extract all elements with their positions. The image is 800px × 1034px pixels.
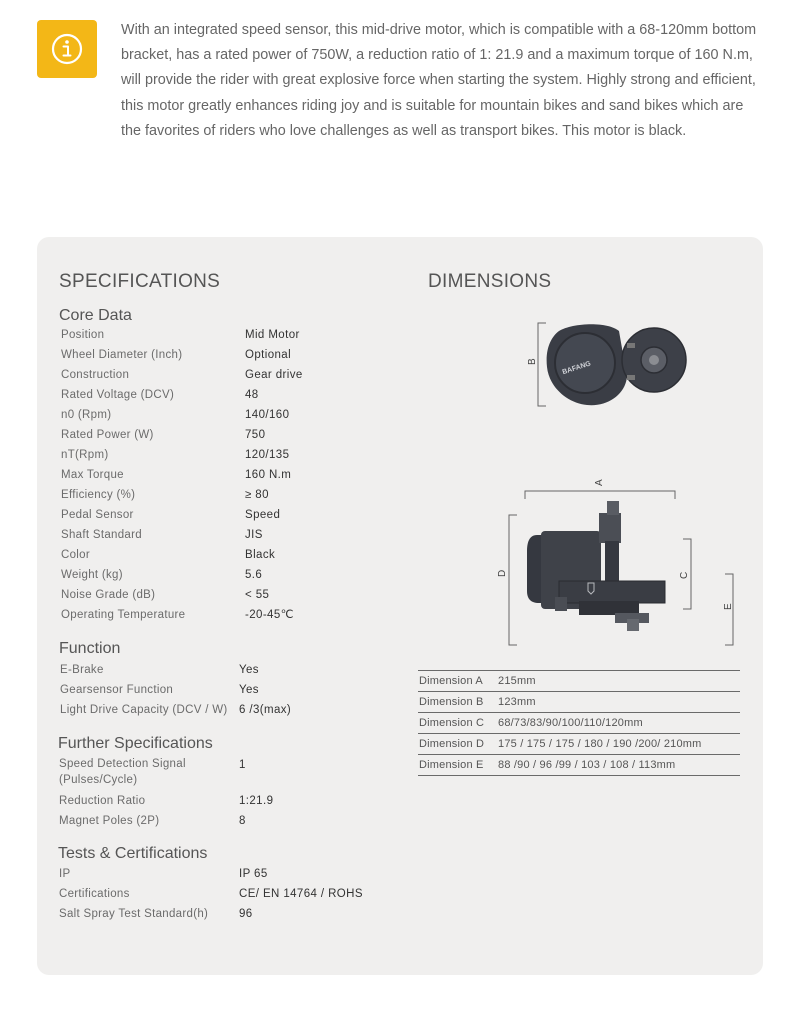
dimension-label: Dimension D [419,738,485,750]
spec-row [37,365,417,385]
dimension-letter-c: C [679,571,690,579]
spec-row [37,485,417,505]
spec-row [37,405,417,425]
spec-value: JIS [245,529,263,541]
specifications-panel [37,237,763,975]
spec-row [37,864,417,884]
spec-value: CE/ EN 14764 / ROHS [239,888,363,900]
spec-label: IP [59,868,71,880]
spec-value: Yes [239,664,259,676]
tests-certifications-heading: Tests & Certifications [58,845,208,862]
spec-label: nT(Rpm) [61,449,109,461]
spec-value: 96 [239,908,253,920]
dimension-value: 123mm [498,696,536,708]
dimension-label: Dimension C [419,717,485,729]
spec-label: Reduction Ratio [59,795,146,807]
product-description: With an integrated speed sensor, this mid-drive motor, which is compatible with a 68-120mm bottom bracket, has a rated power of 750W, a reduction ratio of 1: 21.9 and a maximum torque of 160 N.m, will provide the rider with great explosive force when starting the system. Highly strong and efficient, this motor greatly enhances riding joy and is suitable for mountain bikes and sand bikes which are the favorites of riders who love challenges as well as transport bikes. This motor is black. [121,22,757,139]
spec-label: Operating Temperature [61,609,186,621]
spec-row [37,465,417,485]
spec-label: E-Brake [60,664,104,676]
spec-label: Magnet Poles (2P) [59,815,160,827]
spec-value: Optional [245,349,292,361]
spec-row [37,345,417,365]
spec-value: Mid Motor [245,329,300,341]
dimension-value: 88 /90 / 96 /99 / 103 / 108 / 113mm [498,759,676,771]
dimension-row [418,755,740,776]
spec-label: Shaft Standard [61,529,142,541]
info-badge [37,20,97,78]
spec-label: Gearsensor Function [60,684,174,696]
spec-label: Pedal Sensor [61,509,134,521]
spec-label: Position [61,329,105,341]
spec-label: Construction [61,369,130,381]
spec-label: Certifications [59,888,130,900]
motor-brand-logo: BAFANG [561,360,592,377]
spec-row [37,904,417,924]
spec-value: 5.6 [245,569,263,581]
dimension-letter-b: B [527,358,538,365]
info-icon [50,32,84,66]
spec-label: Efficiency (%) [61,489,136,501]
spec-row [37,811,417,831]
spec-row [37,525,417,545]
spec-label: Light Drive Capacity (DCV / W) [60,704,228,716]
spec-label: Salt Spray Test Standard(h) [59,908,209,920]
spec-row [37,660,417,680]
spec-row [37,445,417,465]
spec-row [37,884,417,904]
spec-value: 48 [245,389,259,401]
spec-label: Wheel Diameter (Inch) [61,349,183,361]
dimension-letter-d: D [497,569,508,577]
spec-row [37,791,417,811]
motor-side-view-figure [527,317,697,412]
spec-row [37,680,417,700]
spec-label: Max Torque [61,469,124,481]
spec-value: 750 [245,429,266,441]
dimension-value: 175 / 175 / 175 / 180 / 190 /200/ 210mm [498,738,702,750]
spec-label: Noise Grade (dB) [61,589,156,601]
spec-value: IP 65 [239,868,268,880]
spec-label: Color [61,549,90,561]
spec-value: Yes [239,684,259,696]
dimension-value: 68/73/83/90/100/110/120mm [498,717,643,729]
spec-label: Weight (kg) [61,569,123,581]
dimension-row [418,671,740,692]
spec-value: Speed [245,509,281,521]
spec-label: n0 (Rpm) [61,409,112,421]
spec-value: 160 N.m [245,469,292,481]
dimension-letter-e: E [723,603,734,610]
spec-value: 6 /3(max) [239,704,292,716]
spec-row [37,755,417,791]
spec-row [37,385,417,405]
spec-row [37,505,417,525]
spec-row [37,425,417,445]
dimension-value: 215mm [498,675,536,687]
specifications-heading: SPECIFICATIONS [59,271,221,292]
spec-row [37,325,417,345]
motor-front-view-figure [497,473,747,653]
spec-row [37,585,417,605]
spec-value: 1:21.9 [239,795,274,807]
spec-value: 1 [239,759,246,771]
dimension-label: Dimension E [419,759,484,771]
spec-value: 120/135 [245,449,290,461]
dimension-label: Dimension A [419,675,483,687]
dimension-letter-a: A [594,479,605,486]
spec-row [37,545,417,565]
core-data-heading: Core Data [59,307,132,324]
spec-label: Speed Detection Signal (Pulses/Cycle) [59,758,186,786]
spec-label: Rated Power (W) [61,429,154,441]
spec-value: Black [245,549,276,561]
further-specifications-heading: Further Specifications [58,735,213,752]
dimension-row [418,734,740,755]
function-heading: Function [59,640,121,657]
dimensions-heading: DIMENSIONS [428,271,552,292]
spec-value: 8 [239,815,246,827]
spec-value: -20-45℃ [245,609,294,621]
dimension-row [418,713,740,734]
spec-value: ≥ 80 [245,489,269,501]
dimension-label: Dimension B [419,696,484,708]
spec-row [37,565,417,585]
spec-value: < 55 [245,589,270,601]
dimensions-table [418,670,740,776]
spec-row [37,605,417,625]
spec-label: Rated Voltage (DCV) [61,389,175,401]
dimension-row [418,692,740,713]
spec-row [37,700,417,720]
spec-value: 140/160 [245,409,290,421]
spec-value: Gear drive [245,369,303,381]
